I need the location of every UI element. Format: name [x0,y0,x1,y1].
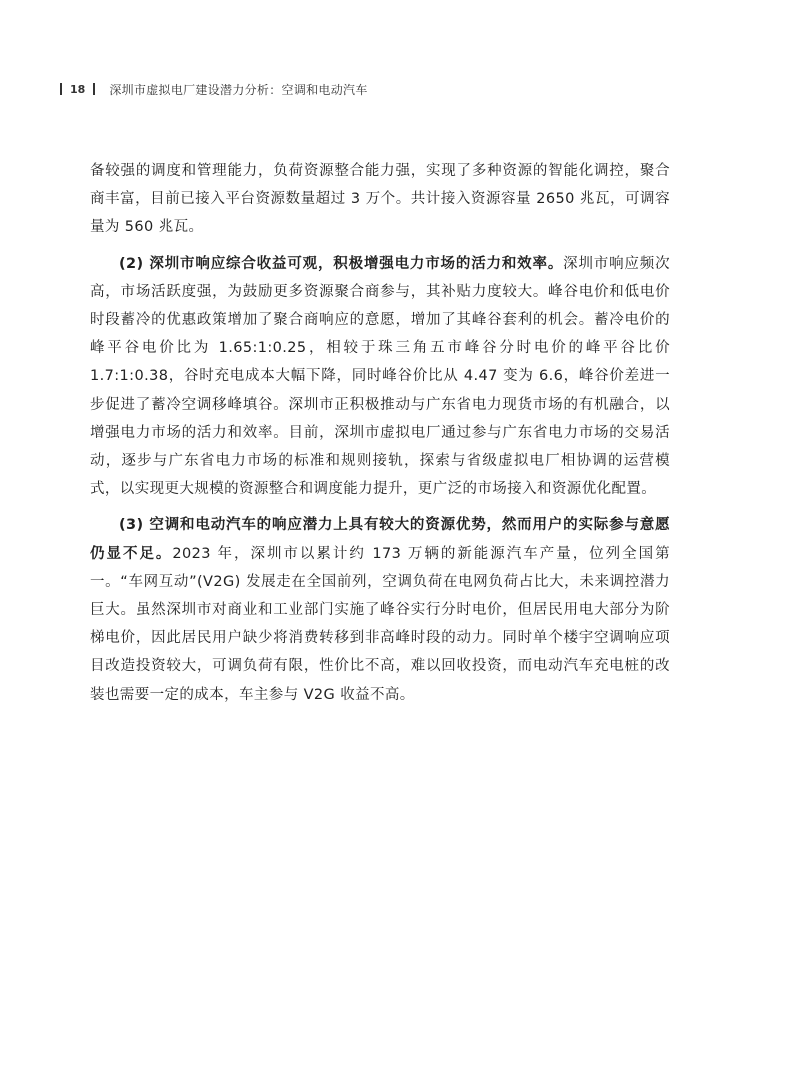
paragraph-3-lead: (3) 空调和电动汽车的响应潜力上具有较大的资源优势，然而用户的实际参与意愿仍显不足。 [90,517,670,562]
running-header [60,80,368,98]
paragraph-2-lead: (2) 深圳市响应综合收益可观，积极增强电力市场的活力和效率。 [119,255,564,272]
header-rule-left [60,83,62,95]
paragraph-2-text: 深圳市响应频次高，市场活跃度强，为鼓励更多资源聚合商参与，其补贴力度较大。峰谷电价和低电价时段蓄冷的优惠政策增加了聚合商响应的意愿，增加了其峰谷套利的机会。蓄冷电价的峰平谷电价比为 1.65:1:0.25，相较于珠三角五市峰谷分时电价的峰平谷比价 1.7:1:0.38，谷时充电成本大幅下降，同时峰谷价比从 4.47 变为 6.6，峰谷价差进一步促进了蓄冷空调移峰填谷。深圳市正积极推动与广东省电力现货市场的有机融合，以增强电力市场的活力和效率。目前，深圳市虚拟电厂通过参与广东省电力市场的交易活动，逐步与广东省电力市场的标准和规则接轨，探索与省级虚拟电厂相协调的运营模式，以实现更大规模的资源整合和调度能力提升，更广泛的市场接入和资源优化配置。 [90,255,670,498]
paragraph-1 [90,157,670,242]
page-number: 18 [70,82,86,96]
running-title: 深圳市虚拟电厂建设潜力分析：空调和电动汽车 [109,82,368,97]
paragraph-3 [90,511,670,708]
paragraph-1-text: 备较强的调度和管理能力，负荷资源整合能力强，实现了多种资源的智能化调控，聚合商丰富，目前已接入平台资源数量超过 3 万个。共计接入资源容量 2650 兆瓦，可调容量为 560 兆瓦。 [90,163,670,236]
paragraph-3-text: 2023 年，深圳市以累计约 173 万辆的新能源汽车产量，位列全国第一。“车网互动”(V2G) 发展走在全国前列，空调负荷在电网负荷占比大，未来调控潜力巨大。虽然深圳市对商业和工业部门实施了峰谷实行分时电价，但居民用电大部分为阶梯电价，因此居民用户缺少将消费转移到非高峰时段的动力。同时单个楼宇空调响应项目改造投资较大，可调负荷有限，性价比不高，难以回收投资，而电动汽车充电桩的改装也需要一定的成本，车主参与 V2G 收益不高。 [90,545,670,703]
body-text [90,157,670,709]
paragraph-2 [90,250,670,504]
header-rule-right [93,83,95,95]
